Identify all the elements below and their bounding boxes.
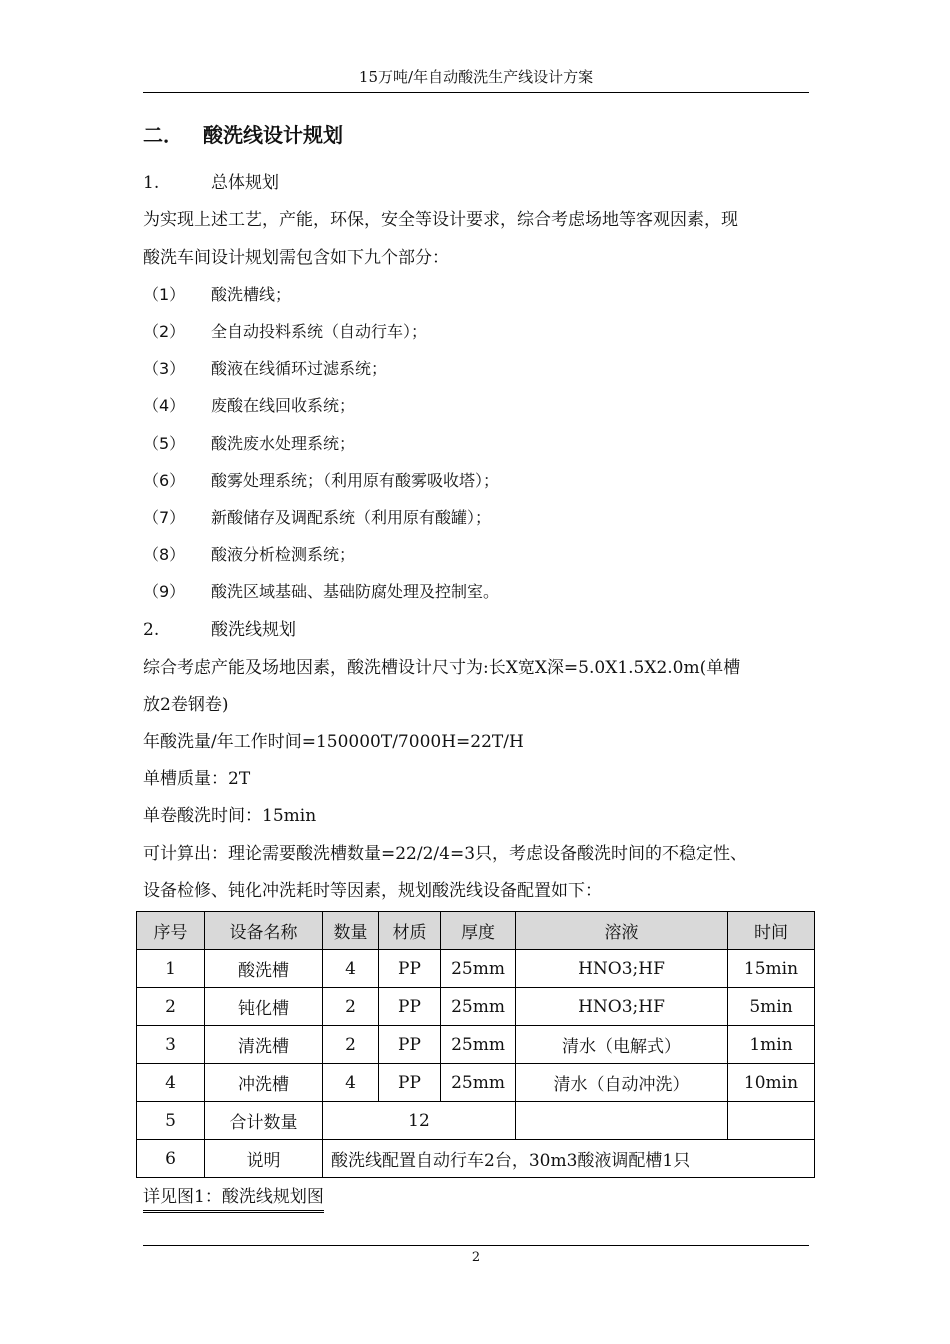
table-row bbox=[137, 950, 815, 988]
table-cell: 3 bbox=[137, 1026, 205, 1064]
paragraph-line: 为实现上述工艺，产能，环保，安全等设计要求，综合考虑场地等客观因素，现 bbox=[143, 210, 738, 230]
table-cell: 冲洗槽 bbox=[205, 1064, 323, 1102]
equipment-table bbox=[136, 911, 815, 1178]
table-cell: 钝化槽 bbox=[205, 988, 323, 1026]
figure-reference: 详见图1：酸洗线规划图 bbox=[143, 1185, 324, 1213]
list-item-number: （9） bbox=[143, 582, 186, 601]
list-item-number: （2） bbox=[143, 322, 186, 341]
paragraph-line: 单卷酸洗时间：15min bbox=[143, 806, 317, 826]
table-cell: 25mm bbox=[441, 1026, 516, 1064]
list-item-text: 酸洗废水处理系统； bbox=[211, 434, 356, 453]
table-cell: 清洗槽 bbox=[205, 1026, 323, 1064]
note-text-cell: 酸洗线配置自动行车2台，30m3酸液调配槽1只 bbox=[323, 1140, 815, 1178]
table-cell: 5 bbox=[137, 1102, 205, 1140]
subsection-1-heading bbox=[143, 170, 279, 196]
total-quantity-cell: 12 bbox=[323, 1102, 516, 1140]
table-header-cell: 设备名称 bbox=[205, 912, 323, 950]
list-item-text: 酸液在线循环过滤系统； bbox=[211, 359, 388, 378]
list-item-number: （6） bbox=[143, 471, 186, 490]
table-cell: PP bbox=[379, 950, 441, 988]
subsection-2-title: 酸洗线规划 bbox=[211, 620, 296, 640]
table-cell: 说明 bbox=[205, 1140, 323, 1178]
table-header-cell: 溶液 bbox=[516, 912, 728, 950]
table-cell-empty bbox=[728, 1102, 815, 1140]
list-item bbox=[143, 431, 355, 457]
list-item bbox=[143, 579, 499, 605]
list-item-text: 废酸在线回收系统； bbox=[211, 396, 356, 415]
list-item-text: 全自动投料系统（自动行车）； bbox=[211, 322, 428, 341]
table-header-cell: 厚度 bbox=[441, 912, 516, 950]
list-item bbox=[143, 505, 491, 531]
paragraph-line: 设备检修、钝化冲洗耗时等因素，规划酸洗线设备配置如下： bbox=[143, 881, 602, 901]
table-cell: 酸洗槽 bbox=[205, 950, 323, 988]
table-cell: PP bbox=[379, 988, 441, 1026]
list-item-text: 酸洗槽线； bbox=[211, 285, 292, 304]
table-cell: PP bbox=[379, 1026, 441, 1064]
table-cell: 合计数量 bbox=[205, 1102, 323, 1140]
list-item bbox=[143, 393, 355, 419]
page-number: 2 bbox=[471, 1250, 481, 1265]
section-title: 酸洗线设计规划 bbox=[203, 123, 343, 147]
footer-rule bbox=[143, 1245, 809, 1246]
table-cell: 清水（自动冲洗） bbox=[516, 1064, 728, 1102]
subsection-1-number: 1. bbox=[143, 173, 160, 193]
section-heading bbox=[143, 120, 343, 150]
list-item-number: （8） bbox=[143, 545, 186, 564]
table-cell: 25mm bbox=[441, 950, 516, 988]
list-item-number: （7） bbox=[143, 508, 186, 527]
table-header-cell: 材质 bbox=[379, 912, 441, 950]
subsection-2-number: 2. bbox=[143, 620, 160, 640]
table-header-cell: 序号 bbox=[137, 912, 205, 950]
table-note-row bbox=[137, 1140, 815, 1178]
table-cell: 2 bbox=[323, 1026, 379, 1064]
list-item bbox=[143, 542, 355, 568]
table-cell: 1 bbox=[137, 950, 205, 988]
table-cell: 25mm bbox=[441, 1064, 516, 1102]
table-header-row bbox=[137, 912, 815, 950]
table-cell: 25mm bbox=[441, 988, 516, 1026]
paragraph-line: 可计算出：理论需要酸洗槽数量=22/2/4=3只，考虑设备酸洗时间的不稳定性、 bbox=[143, 844, 748, 864]
list-item bbox=[143, 356, 387, 382]
paragraph-line: 放2卷钢卷) bbox=[143, 695, 229, 715]
table-header-cell: 数量 bbox=[323, 912, 379, 950]
list-item-text: 酸洗区域基础、基础防腐处理及控制室。 bbox=[211, 582, 500, 601]
list-item bbox=[143, 319, 427, 345]
table-row bbox=[137, 988, 815, 1026]
page-header-title: 15万吨/年自动酸洗生产线设计方案 bbox=[358, 68, 594, 86]
paragraph-line: 酸洗车间设计规划需包含如下九个部分： bbox=[143, 248, 449, 268]
subsection-2-heading bbox=[143, 617, 296, 643]
list-item-text: 酸液分析检测系统； bbox=[211, 545, 356, 564]
table-header-cell: 时间 bbox=[728, 912, 815, 950]
paragraph-line: 年酸洗量/年工作时间=150000T/7000H=22T/H bbox=[143, 732, 524, 752]
list-item-text: 新酸储存及调配系统（利用原有酸罐）； bbox=[211, 508, 492, 527]
list-item-number: （4） bbox=[143, 396, 186, 415]
paragraph-line: 单槽质量：2T bbox=[143, 769, 251, 789]
table-cell: 2 bbox=[137, 988, 205, 1026]
table-cell: 1min bbox=[728, 1026, 815, 1064]
table-cell: 6 bbox=[137, 1140, 205, 1178]
table-row bbox=[137, 1026, 815, 1064]
table-cell: HNO3;HF bbox=[516, 988, 728, 1026]
table-cell: 15min bbox=[728, 950, 815, 988]
table-cell: HNO3;HF bbox=[516, 950, 728, 988]
list-item-number: （1） bbox=[143, 285, 186, 304]
paragraph-line: 综合考虑产能及场地因素，酸洗槽设计尺寸为:长X宽X深=5.0X1.5X2.0m(单槽 bbox=[143, 658, 741, 678]
table-cell: 10min bbox=[728, 1064, 815, 1102]
table-total-row bbox=[137, 1102, 815, 1140]
subsection-1-title: 总体规划 bbox=[211, 173, 279, 193]
table-cell: 4 bbox=[323, 1064, 379, 1102]
list-item-number: （5） bbox=[143, 434, 186, 453]
table-cell: 2 bbox=[323, 988, 379, 1026]
table-row bbox=[137, 1064, 815, 1102]
list-item bbox=[143, 282, 291, 308]
list-item bbox=[143, 468, 499, 494]
list-item-number: （3） bbox=[143, 359, 186, 378]
table-cell: 5min bbox=[728, 988, 815, 1026]
table-cell: 4 bbox=[323, 950, 379, 988]
table-cell: PP bbox=[379, 1064, 441, 1102]
table-cell-empty bbox=[516, 1102, 728, 1140]
table-cell: 4 bbox=[137, 1064, 205, 1102]
list-item-text: 酸雾处理系统；（利用原有酸雾吸收塔）； bbox=[211, 471, 500, 490]
header-rule bbox=[143, 92, 809, 93]
table-cell: 清水（电解式） bbox=[516, 1026, 728, 1064]
section-number: 二． bbox=[143, 123, 183, 147]
